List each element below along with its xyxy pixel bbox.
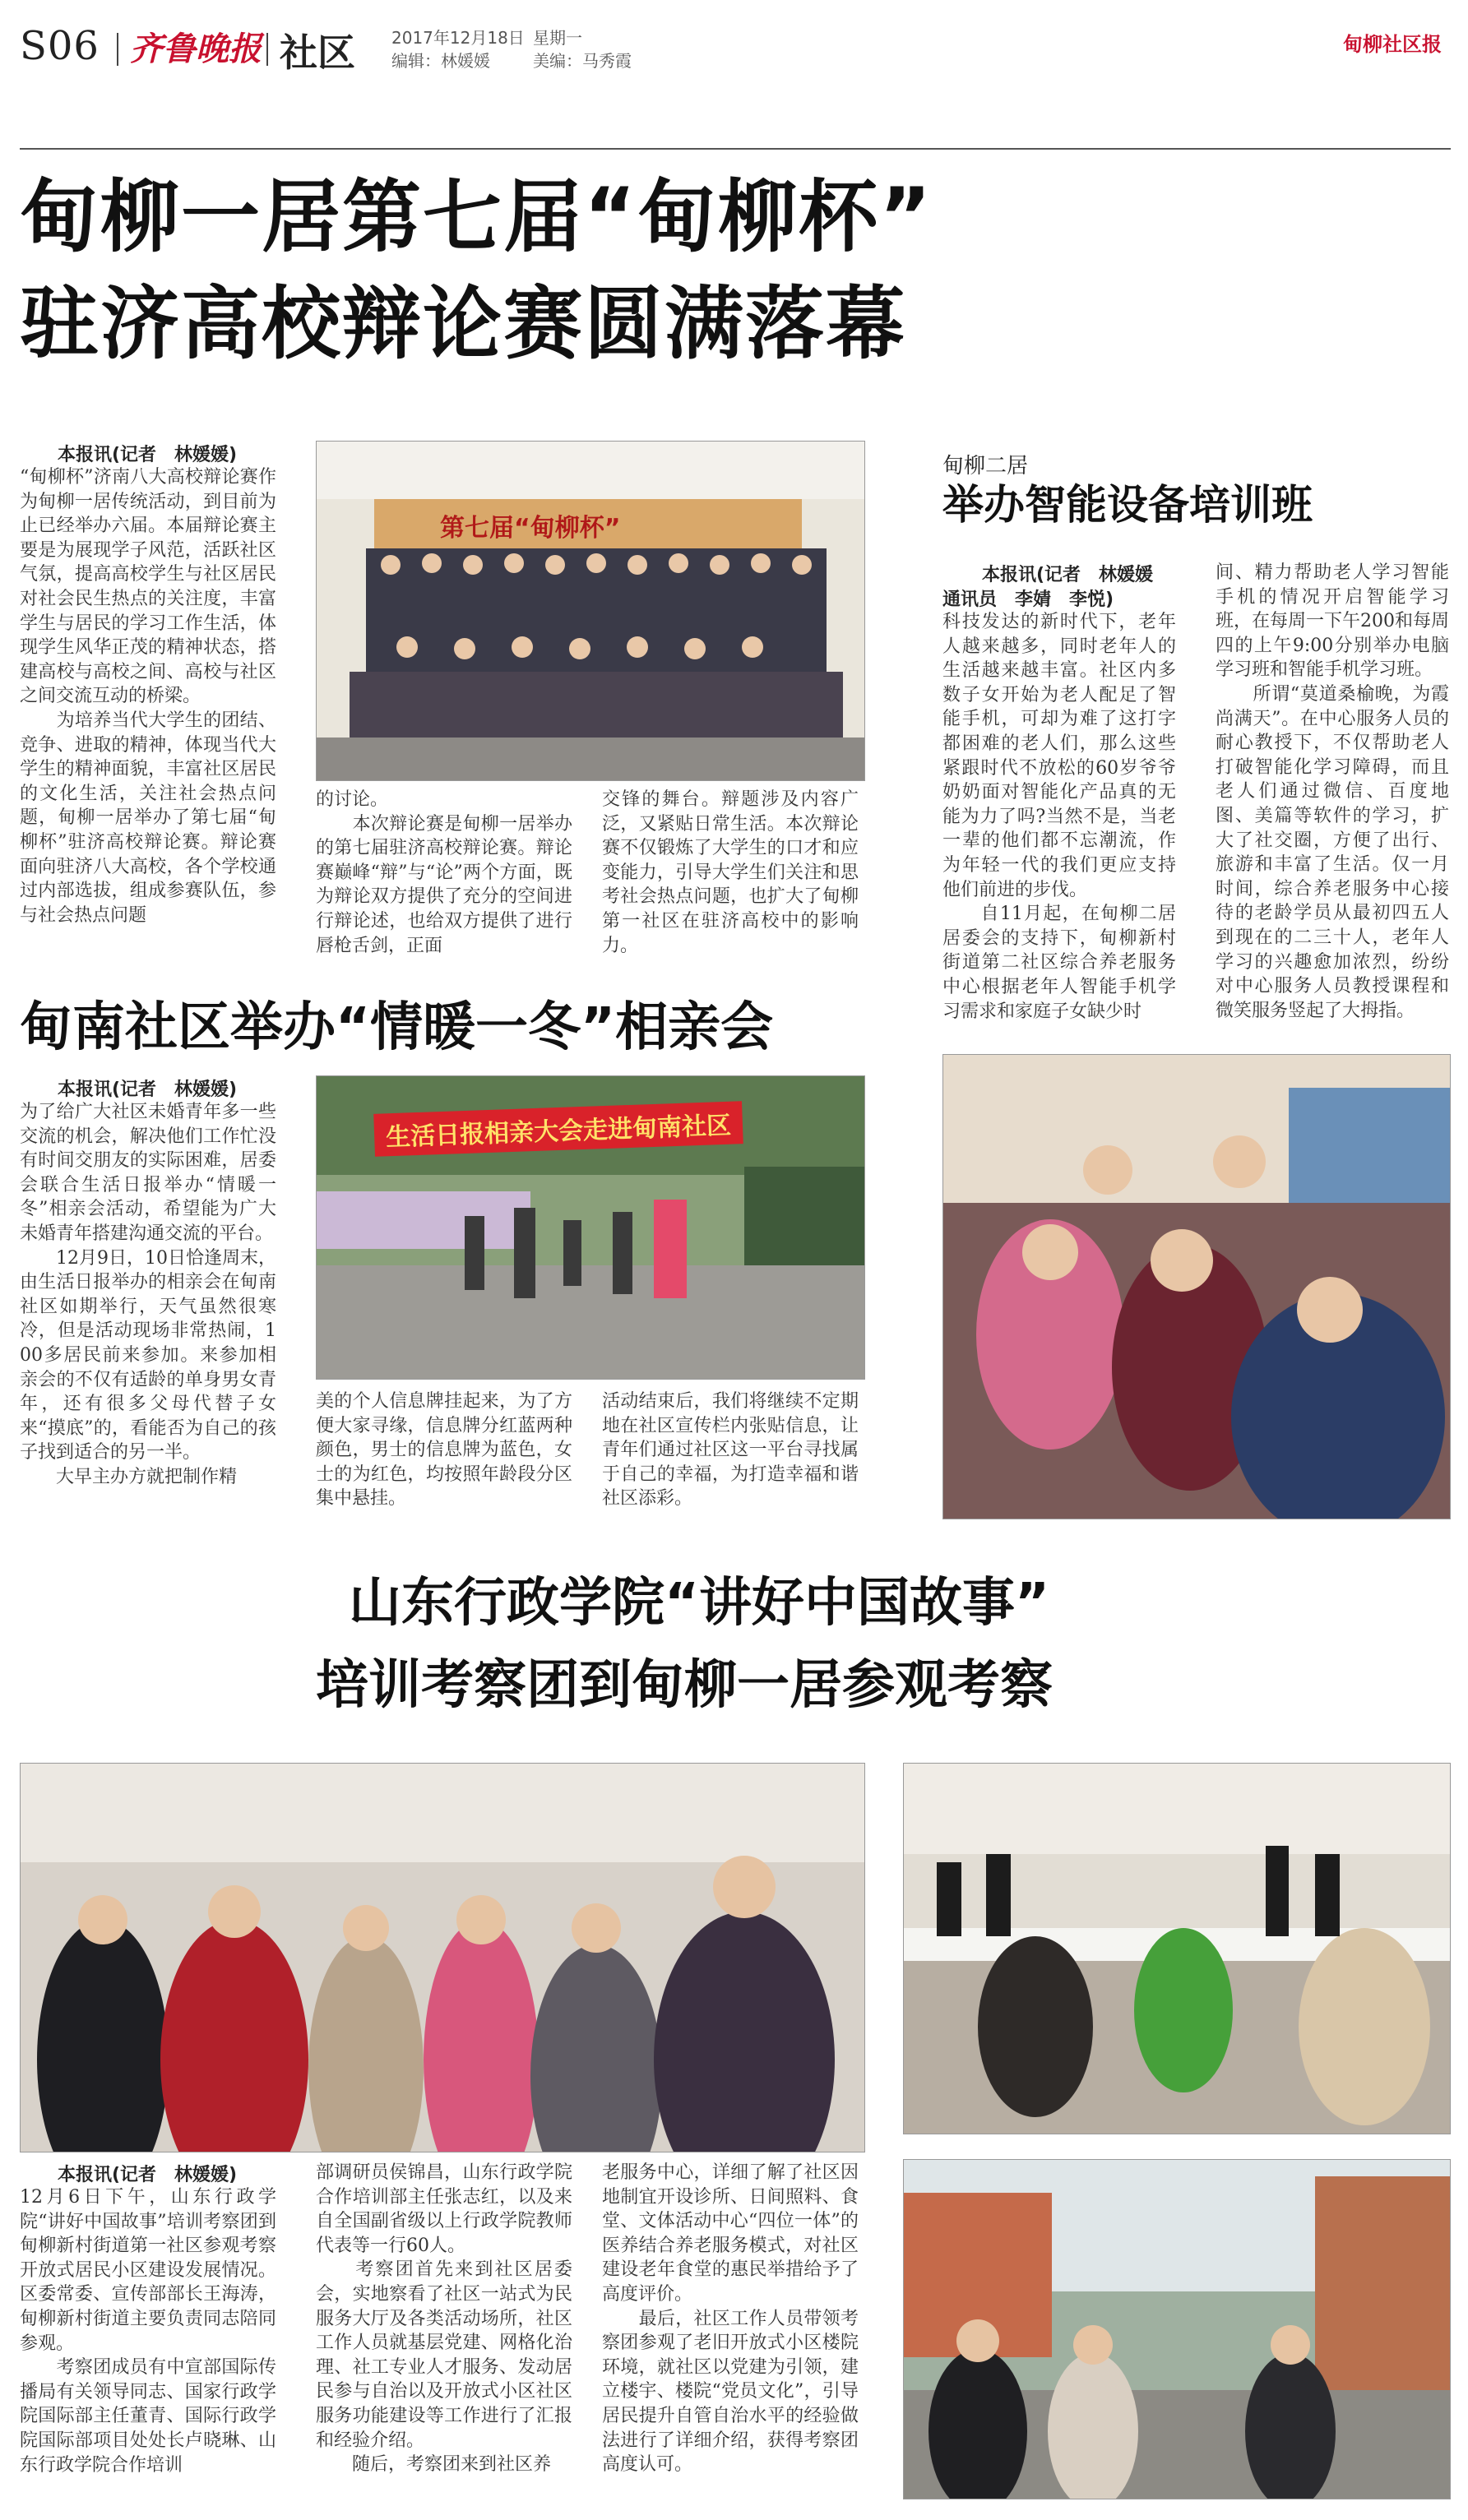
- article1-body-col3: 交锋的舞台。辩题涉及内容广泛，又紧贴日常生活。本次辩论赛不仅锻炼了大学生的口才和应变能力，引导大学生们关注和思考社会热点问题，也扩大了甸柳第一社区在驻济高校中的影响力。: [602, 789, 859, 956]
- header-divider: [266, 33, 268, 66]
- page-number: S06: [20, 23, 100, 69]
- delegation-visit-photo: [20, 1763, 865, 2152]
- article3-byline: 本报讯(记者 林媛媛): [58, 1080, 238, 1100]
- header-divider: [117, 33, 118, 66]
- issue-date: 2017年12月18日: [391, 28, 525, 48]
- article4-byline: 本报讯(记者 林媛媛): [58, 2165, 238, 2185]
- article1-body-col1: “甸柳杯”济南八大高校辩论赛作为甸柳一居传统活动，到目前为止已经举办六届。本届辩论赛主要是为展现学子风范，活跃社区气氛，提高高校学生与社区居民对社会民生热点的关注度，丰富学生与居民的学习工作生活，体现学生风华正茂的精神状态，搭建高校与高校之间、高校与社区之间交流互动的桥梁。 为培养当代大学生的团结、竞争、进取的精神，体现当代大学生的精神面貌，丰富社区居民的文化生活，关注社会热点问题，甸柳一居举办了第七届“甸柳杯”驻济高校辩论赛。辩论赛面向驻济八大高校，各个学校通过内部选拔，组成参赛队伍，参与社会热点问题: [20, 467, 276, 926]
- article2-kicker: 甸柳二居: [942, 454, 1029, 479]
- debate-banner-text: 第七届“甸柳杯”: [440, 514, 621, 543]
- article2-body-col1: 科技发达的新时代下，老年人越来越多，同时老年人的生活越来越丰富。社区内多数子女开始为老人配足了智能手机，可却为难了这打字都困难的老人们，那么这些紧跟时代不放松的60岁爷爷奶奶面对智能化产品真的无能为力了吗?当然不是，当老一辈的他们都不忘潮流，作为年轻一代的我们更应支持他们前进的步伐。 自11月起，在甸柳二居居委会的支持下，甸柳新村街道第二社区综合养老服务中心根据老年人智能手机学习需求和家庭子女缺少时: [942, 612, 1176, 1022]
- courtyard-tour-photo: [903, 2159, 1451, 2499]
- debate-group-photo: [316, 441, 865, 781]
- article3-body-col2: 美的个人信息牌挂起来，为了方便大家寻缘，信息牌分红蓝两种颜色，男士的信息牌为蓝色，女士的为红色，均按照年龄段分区集中悬挂。: [316, 1391, 572, 1510]
- article2-byline-line2: 通讯员 李婧 李悦): [942, 590, 1114, 610]
- article4-body-col1: 12月6日下午，山东行政学院“讲好中国故事”培训考察团到甸柳新村街道第一社区参观考察开放式居民小区建设发展情况。区委常委、宣传部部长王海涛，甸柳新村街道主要负责同志陪同参观。 考察团成员有中宣部国际传播局有关领导同志、国家行政学院国际部主任董青、国际行政学院国际部项目处处长卢晓琳、山东行政学院合作培训: [20, 2187, 276, 2476]
- article3-body-col1: 为了给广大社区未婚青年多一些交流的机会，解决他们工作忙没有时间交朋友的实际困难，居委会联合生活日报举办“情暖一冬”相亲会活动，希望能为广大未婚青年搭建沟通交流的平台。 12月9日，10日恰逢周末，由生活日报举办的相亲会在甸南社区如期举行，天气虽然很寒冷，但是活动现场非常热闹，100多居民前来参加。来参加相亲会的不仅有适龄的单身男女青年，还有很多父母代替子女来“摸底”的，看能否为自己的孩子找到适合的另一半。 大早主办方就把制作精: [20, 1102, 276, 1487]
- article2-body-col2: 间、精力帮助老人学习智能手机的情况开启智能学习班，在每周一下午200和每周四的上午9:00分别举办电脑学习班和智能手机学习班。 所谓“莫道桑榆晚，为霞尚满天”。在中心服务人员的耐心教授下，不仅帮助老人打破智能化学习障碍，而且老人们通过微信、百度地图、美篇等软件的学习，扩大了社交圈，方便了出行、旅游和丰富了生活。仅一月时间，综合养老服务中心接待的老龄学员从最初四五人到现在的二三十人，老年人学习的兴趣愈加浓烈，纷纷对中心服务人员教授课程和微笑服务竖起了大拇指。: [1216, 562, 1449, 1021]
- article2-byline-line1: 本报讯(记者 林媛媛: [982, 565, 1154, 585]
- article1-headline-line1: 甸柳一居第七届“甸柳杯”: [20, 171, 933, 263]
- elderly-dining-photo: [903, 1763, 1451, 2134]
- newspaper-logo: 齐鲁晚报: [130, 30, 262, 68]
- matchmaking-event-photo: [316, 1075, 865, 1380]
- section-name: 社区: [280, 30, 355, 75]
- article4-body-col3: 老服务中心，详细了解了社区因地制宜开设诊所、日间照料、食堂、文体活动中心“四位一体”的医养结合养老服务模式，对社区建设老年食堂的惠民举措给予了高度评价。 最后，社区工作人员带领考察团参观了老旧开放式小区楼院环境，就社区以党建为引领，建立楼宇、楼院“党员文化”，引导居民提升自管自治水平的经验做法进行了详细介绍，获得考察团高度认可。: [602, 2162, 859, 2476]
- article2-headline: 举办智能设备培训班: [942, 481, 1313, 529]
- column-name: 甸柳社区报: [1343, 33, 1442, 56]
- smartphone-class-photo: [942, 1054, 1451, 1519]
- article3-headline: 甸南社区举办“情暖一冬”相亲会: [20, 997, 774, 1058]
- article4-headline-line1: 山东行政学院“讲好中国故事”: [349, 1573, 1050, 1634]
- issue-weekday: 星期一: [533, 28, 582, 48]
- designer-credit: 美编：马秀霞: [533, 51, 632, 71]
- article1-headline-line2: 驻济高校辩论赛圆满落幕: [20, 278, 906, 370]
- article4-body-col2: 部调研员侯锦昌，山东行政学院合作培训部主任张志红，以及来自全国副省级以上行政学院教师代表等一行60人。 考察团首先来到社区居委会，实地察看了社区一站式为民服务大厅及各类活动场所，社区工作人员就基层党建、网格化治理、社工专业人才服务、发动居民参与自治以及开放式小区社区服务功能建设等工作进行了汇报和经验介绍。 随后，考察团来到社区养: [316, 2162, 572, 2476]
- header-rule: [20, 148, 1451, 150]
- article1-byline: 本报讯(记者 林媛媛): [58, 445, 238, 465]
- article1-body-col2: 的讨论。 本次辩论赛是甸柳一居举办的第七届驻济高校辩论赛。辩论赛巅峰“辩”与“论”两个方面，既为辩论双方提供了充分的空间进行辩论述，也给双方提供了进行唇枪舌剑，正面: [316, 789, 572, 956]
- editor-credit: 编辑：林媛媛: [391, 51, 490, 71]
- article3-body-col3: 活动结束后，我们将继续不定期地在社区宣传栏内张贴信息，让青年们通过社区这一平台寻找属于自己的幸福，为打造幸福和谐社区添彩。: [602, 1391, 859, 1510]
- matchmaking-banner: 生活日报相亲大会走进甸南社区: [373, 1101, 743, 1157]
- article4-headline-line2: 培训考察团到甸柳一居参观考察: [316, 1655, 1053, 1716]
